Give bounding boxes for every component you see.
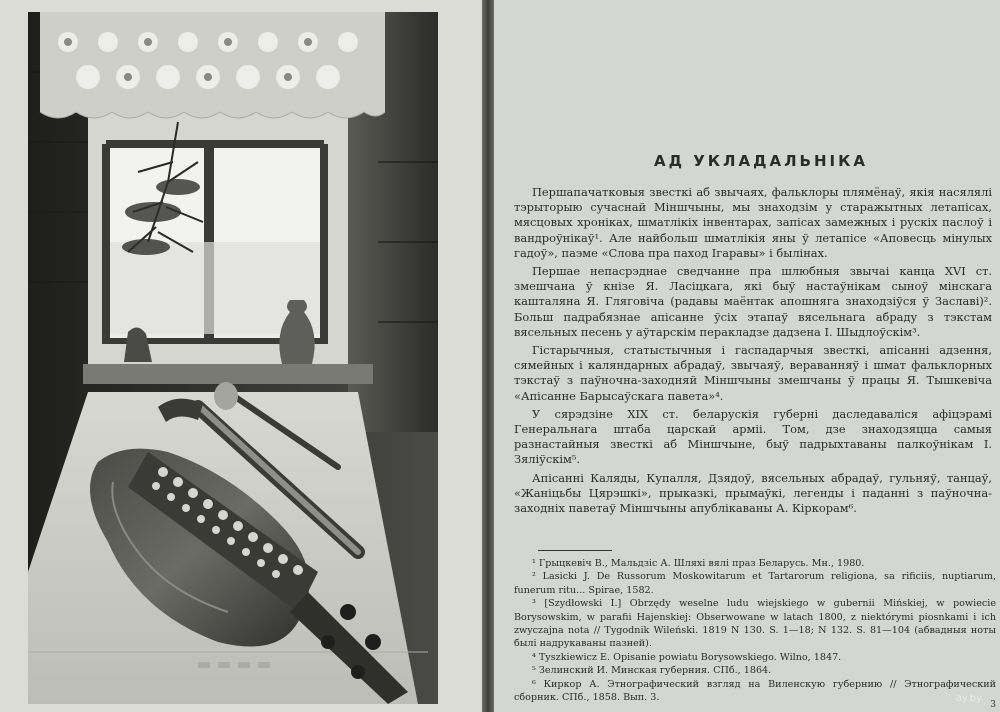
footnote: ⁵ Зелинский И. Минская губерния. СПб., 1864.: [532, 665, 772, 677]
page-number: 3: [990, 700, 996, 710]
footnote-divider: [538, 550, 612, 551]
footnote: ³ [Szydłowski I.] Obrzędy weselne ludu wiejskiego w gubernii Mińskiej, w powiecie Borysowskim, w parafii Hajenskiej: Obserwowane w latach 1800, z niektórymi piosnkami i ich zwyczajna nota // Tygodnik Wileński. 1819 N 130. S. 1—18; N 132. S. 81—104 (абвадныя ноты былі надрукаваны пазней).: [514, 598, 996, 650]
footnote: ² Lasicki J. De Russorum Moskowitarum et Tartarorum religiona, sa rificiis, nuptiarum, funerum ritu... Spirae, 1582.: [514, 571, 996, 596]
body-text: [514, 185, 992, 519]
paragraph: Гістарычныя, статыстычныя і гаспадарчыя звесткі, апісанні адзення, сямейных і каляндарных абрадаў, звычаяў, вераванняў і шмат фальклорных тэкстаў з паўночна-заходняй Міншчыны змешчаны ў працы Я. Тышкевіча «Апісанне Барысаўскага павета»⁴.: [514, 343, 992, 403]
watermark: ay.by: [955, 693, 982, 704]
right-page: [494, 0, 1000, 712]
footnote: ¹ Грыцкевіч В., Мальдзіс А. Шляхі вялі праз Беларусь. Мн., 1980.: [532, 558, 865, 569]
paragraph: Першае непасрэднае сведчанне пра шлюбныя звычаі канца XVI ст. змешчана ў кнізе Я. Ласіцкага, які быў настаўнікам сыноў мінскага кашталяна Я. Гляговіча (радавы маёнтак апошняга знаходзіўся ў Заславі)². Больш падрабязнае апісанне ўсіх этапаў вясельнага абраду з тэкстам вясельных песень у аўтарскім перакладзе дадзена І. Шыдлоўскім³.: [514, 264, 992, 339]
footnotes: [514, 557, 996, 704]
footnote: ⁶ Киркор А. Этнографический взгляд на Виленскую губернию // Этнографический сборник. СПб., 1858. Вып. 3.: [514, 678, 996, 704]
paragraph: Апісанні Каляды, Купалля, Дзядоў, вясельных абрадаў, гульняў, танцаў, «Жаніцьбы Цярэшкі», прыказкі, прымаўкі, легенды і паданні з паўночна-заходніх паветаў Міншчыны апублікаваны А. Кіркорам⁶.: [514, 470, 992, 516]
page-heading: АД УКЛАДАЛЬНІКА: [654, 152, 868, 170]
photograph-hurdy-gurdy-by-window: [28, 12, 438, 704]
footnote: ⁴ Tyszkiewicz E. Opisanie powiatu Borysowskiego. Wilno, 1847.: [532, 651, 842, 663]
paragraph: Першапачатковыя звесткі аб звычаях, фальклоры плямёнаў, якія насялялі тэрыторыю сучаснай Міншчыны, мы знаходзім у старажытных летапісах, мясцовых хроніках, шматлікіх інвентарах, запісах замежных і рускіх паслоў і вандроўнікаў¹. Але найбольш шматлікія яны ў летапісе «Аповесць мінулых гадоў», паэме «Слова пра паход Ігаравы» і былінах.: [514, 185, 992, 260]
left-page: [0, 0, 486, 712]
paragraph: У сярэдзіне XIX ст. беларускія губерні даследаваліся афіцэрамі Генеральнага штаба царскай арміі. Том, дзе знаходзяцца самыя разнастайныя звесткі аб Міншчыне, быў падрыхтаваны палкоўнікам І. Зяліўскім⁵.: [514, 406, 992, 467]
